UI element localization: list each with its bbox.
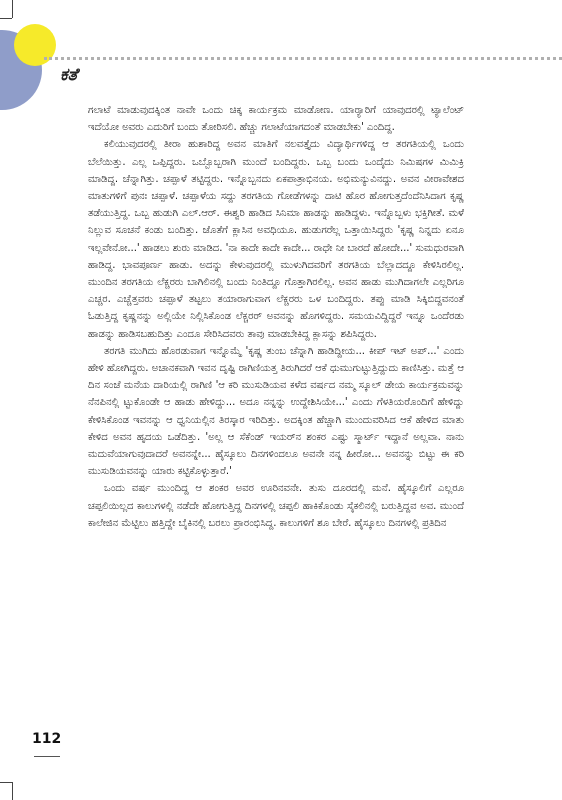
paragraph: ತರಗತಿ ಮುಗಿದು ಹೊರಡುವಾಗ ಇನ್ನೊಮ್ಮೆ 'ಕೃಷ್ಣ ತುಂಬ ಚೆನ್ನಾಗಿ ಹಾಡಿದ್ದೀಯ... ಕೀಪ್ ಇಟ್ ಅಪ್...' ಎಂದು ಹೇಳಿ ಹೋಗಿದ್ದರು. ಅಚಾನಕವಾಗಿ ಇವನ ದೃಷ್ಟಿ ರಾಗಿಣಿಯತ್ತ ತಿರುಗಿದರೆ ಆಕೆ ಧುಮುಗುಟ್ಟುತ್ತಿದ್ದುದು ಕಾಣಿಸಿತ್ತು. ಮತ್ತೆ ಆ ದಿನ ಸಂಜೆ ಮನೆಯ ದಾರಿಯಲ್ಲಿ ರಾಗಿಣಿ 'ಆ ಕರಿ ಮುಸುಡಿಯವ ಕಳೆದ ವರ್ಷದ ನಮ್ಮ ಸ್ಕೂಲ್ ಡೇಯ ಕಾರ್ಯಕ್ರಮವನ್ನು ನೆನಪಿನಲ್ಲಿ ಟ್ಟುಕೊಂಡೇ ಆ ಹಾಡು ಹೇಳಿದ್ದು... ಅದೂ ನನ್ನನ್ನು ಉದ್ದೇಶಿಸಿಯೇ...' ಎಂದು ಗೆಳತಿಯರೊಂದಿಗೆ ಹೇಳಿದ್ದು ಕೇಳಿಸಿಕೊಂಡ ಇವನನ್ನು ಆ ಧ್ವನಿಯಲ್ಲಿನ ತಿರಸ್ಕಾರ ಇರಿದಿತ್ತು. ಅದಕ್ಕಿಂತ ಹೆಚ್ಚಾಗಿ ಮುಂದುವರಿಸಿದ ಆಕೆ ಹೇಳಿದ ಮಾತು ಕೇಳಿದ ಅವನ ಹೃದಯ ಒಡೆದಿತ್ತು. 'ಅಲ್ಲ ಆ ಸೆಕೆಂಡ್ ಇಯರ್‌ನ ಶಂಕರ ಎಷ್ಟು ಸ್ಮಾರ್ಟ್ ಇದ್ದಾನೆ ಅಲ್ಲವಾ. ನಾನು ಮದುವೆಯಾಗುವುದಾದರೆ ಅವನನ್ನೇ... ಹೈಸ್ಕೂಲು ದಿನಗಳಿಂದಲೂ ಅವನೇ ನನ್ನ ಹೀರೋ... ಅವನನ್ನು ಬಿಟ್ಟು ಈ ಕರಿ ಮುಸುಡಿಯವನನ್ನು ಯಾರು ಕಟ್ಟಿಕೊಳ್ಳುತ್ತಾರೆ.' bbox=[88, 345, 464, 478]
paragraph: ಕಲಿಯುವುದರಲ್ಲಿ ತೀರಾ ಹುಶಾರಿದ್ದ ಅವನ ಮಾತಿಗೆ ನಲವತ್ತೈದು ವಿದ್ಯಾರ್ಥಿಗಳಿದ್ದ ಆ ತರಗತಿಯಲ್ಲಿ ಒಂದು ಬೆಲೆಯಿತ್ತು. ಎಲ್ಲ ಒಪ್ಪಿದ್ದರು. ಒಬ್ಬೊಬ್ಬರಾಗಿ ಮುಂದೆ ಬಂದಿದ್ದರು. ಒಬ್ಬ ಬಂದು ಒಂದೈದು ನಿಮಿಷಗಳ ಮಿಮಿಕ್ರಿ ಮಾಡಿದ್ದ. ಚೆನ್ನಾಗಿತ್ತು. ಚಪ್ಪಾಳೆ ತಟ್ಟಿದ್ದರು. ಇನ್ನೊಬ್ಬನದು ಏಕಪಾತ್ರಾಭಿನಯ. ಅಭಿಮನ್ಯುವಿನದ್ದು. ಅವನ ವೀರಾವೇಶದ ಮಾತುಗಳಿಗೆ ಪುನಃ ಚಪ್ಪಾಳೆ. ಚಪ್ಪಾಳೆಯ ಸದ್ದು ತರಗತಿಯ ಗೋಡೆಗಳನ್ನು ದಾಟಿ ಹೊರ ಹೋಗುತ್ತದೆಂದೆನಿಸಿದಾಗ ಕೃಷ್ಣ ತಡೆಯುತ್ತಿದ್ದ. ಒಬ್ಬ ಹುಡುಗಿ ಎಲ್.ಆರ್. ಈಶ್ವರಿ ಹಾಡಿದ ಸಿನಿಮಾ ಹಾಡನ್ನು ಹಾಡಿದ್ದಳು. ಇನ್ನೊಬ್ಬಳು ಭಕ್ತಿಗೀತೆ. ಮಳೆ ನಿಲ್ಲುವ ಸೂಚನೆ ಕಂಡು ಬಂದಿತ್ತು. ಜೊತೆಗೆ ಕ್ಲಾಸಿನ ಅವಧಿಯೂ. ಹುಡುಗರೆಲ್ಲ ಒತ್ತಾಯಿಸಿದ್ದರು 'ಕೃಷ್ಣ ನಿನ್ನದು ಏನೂ ಇಲ್ಲವೇನೋ...' ಹಾಡಲು ಶುರು ಮಾಡಿದ. 'ನಾ ಕಾದೇ ಕಾದೇ ಕಾದೇ... ರಾಧೇ ನೀ ಬಾರದೆ ಹೋದೇ...' ಸುಮಧುರವಾಗಿ ಹಾಡಿದ್ದ. ಭಾವಪೂರ್ಣ ಹಾಡು. ಅದನ್ನು ಕೇಳುವುದರಲ್ಲಿ ಮುಳುಗಿದವರಿಗೆ ತರಗತಿಯ ಬೆಲ್ಲಾದದ್ದೂ ಕೇಳಿಸಿರಲಿಲ್ಲ. ಮುಂದಿನ ತರಗತಿಯ ಲೆಕ್ಚರರು ಬಾಗಿಲಿನಲ್ಲಿ ಬಂದು ನಿಂತಿದ್ದೂ ಗೊತ್ತಾಗಿರಲಿಲ್ಲ. ಅವನ ಹಾಡು ಮುಗಿದಾಗಲೇ ಎಲ್ಲರಿಗೂ ಎಚ್ಚರ. ಎಚ್ಚೆತ್ತವರು ಚಪ್ಪಾಳೆ ತಟ್ಟಲು ತಯಾರಾಗುವಾಗ ಲೆಕ್ಚರರು ಒಳ ಬಂದಿದ್ದರು. ತಪ್ಪು ಮಾಡಿ ಸಿಕ್ಕಿಬಿದ್ದವನಂತೆ ಓಡುತ್ತಿದ್ದ ಕೃಷ್ಣನನ್ನು ಅಲ್ಲಿಯೇ ನಿಲ್ಲಿಸಿಕೊಂಡ ಲೆಕ್ಚರರ್ ಅವನನ್ನು ಹೊಗಳಿದ್ದರು. ಸಮಯವಿದ್ದಿದ್ದರೆ ಇನ್ನೂ ಒಂದೆರಡು ಹಾಡನ್ನು ಹಾಡಿಸಬಹುದಿತ್ತು ಎಂದೂ ಸೇರಿಸಿದವರು ತಾವು ಮಾಡಬೇಕಿದ್ದ ಕ್ಲಾಸನ್ನು ಶಪಿಸಿದ್ದರು. bbox=[88, 139, 464, 340]
page-number-rule bbox=[34, 756, 60, 757]
paragraph: ಒಂದು ವರ್ಷ ಮುಂದಿದ್ದ ಆ ಶಂಕರ ಅವರ ಊರಿನವನೇ. ತುಸು ದೂರದಲ್ಲಿ ಮನೆ. ಹೈಸ್ಕೂಲಿಗೆ ಎಲ್ಲರೂ ಚಪ್ಪಲಿಯಿಲ್ಲದ ಕಾಲುಗಳಲ್ಲಿ ನಡೆದೇ ಹೋಗುತ್ತಿದ್ದ ದಿನಗಳಲ್ಲಿ ಚಪ್ಪಲಿ ಹಾಕಿಕೊಂಡು ಸೈಕಲಿನಲ್ಲಿ ಬರುತ್ತಿದ್ದವ ಅವ. ಮುಂದೆ ಕಾಲೇಜಿನ ಮೆಟ್ಟಿಲು ಹತ್ತಿದ್ದೇ ಬೈಕಿನಲ್ಲಿ ಬರಲು ಪ್ರಾರಂಭಿಸಿದ್ದ. ಕಾಲುಗಳಿಗೆ ಶೂ ಬೇರೆ. ಹೈಸ್ಕೂಲು ದಿನಗಳಲ್ಲಿ ಪ್ರತಿದಿನ bbox=[88, 483, 464, 529]
crop-mark-bottom-vertical bbox=[12, 782, 13, 800]
crop-mark-top-horizontal bbox=[0, 18, 12, 19]
paragraph: ಗಲಾಟೆ ಮಾಡುವುದಕ್ಕಿಂತ ನಾವೇ ಒಂದು ಚಿಕ್ಕ ಕಾರ್ಯಕ್ರಮ ಮಾಡೋಣ. ಯಾರ್‍ಯಾರಿಗೆ ಯಾವುದರಲ್ಲಿ ಟ್ಯಾಲೆಂಟ್ ಇದೆಯೋ ಅವರು ಎದುರಿಗೆ ಬಂದು ತೋರಿಸಲಿ. ಹೆಚ್ಚು ಗಲಾಟೆಯಾಗದಂತೆ ಮಾಡಬೇಕು' ಎಂದಿದ್ದ. bbox=[88, 105, 464, 134]
section-label: ಕತೆ bbox=[60, 65, 78, 85]
page-number: 112 bbox=[32, 731, 62, 747]
article-body bbox=[88, 102, 464, 532]
crop-mark-bottom-horizontal bbox=[0, 782, 12, 783]
header-dotted-rule bbox=[44, 57, 562, 60]
crop-mark-top-vertical bbox=[12, 0, 13, 18]
